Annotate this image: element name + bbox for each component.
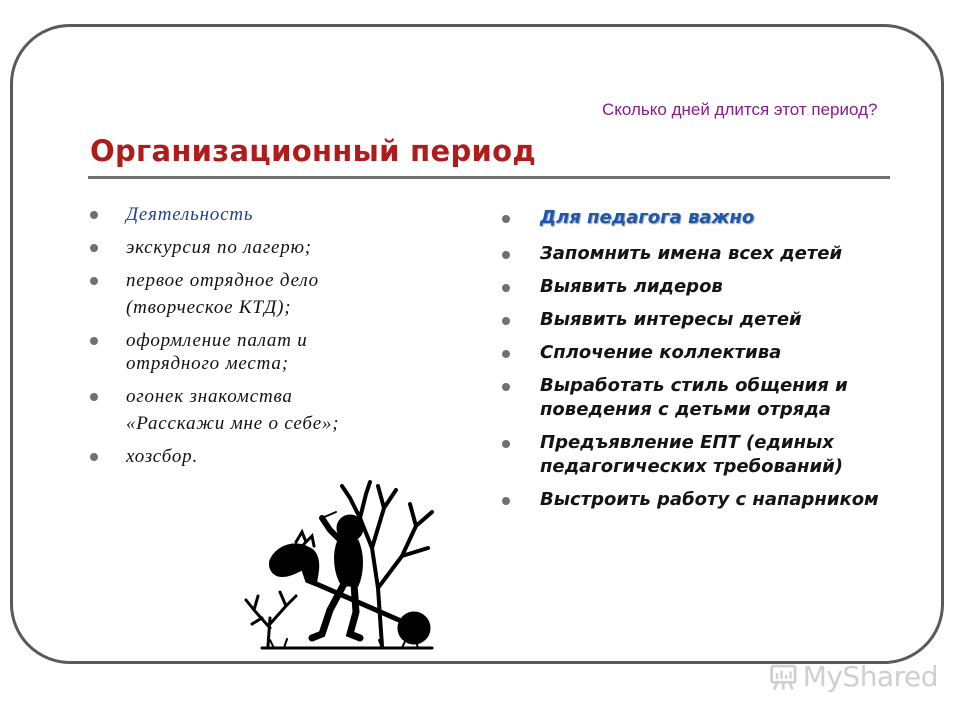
bullet-icon	[502, 284, 510, 292]
left-activity-list	[90, 203, 390, 478]
list-item	[500, 488, 890, 512]
list-item-text: Выработать стиль общения и поведения с детьми отряда	[540, 375, 848, 420]
list-item	[500, 275, 890, 299]
list-item-text: Выявить лидеров	[540, 276, 723, 297]
list-item	[500, 242, 890, 266]
list-item-text: Выявить интересы детей	[540, 309, 802, 330]
list-item-text: первое отрядное дело	[126, 270, 319, 291]
title-divider	[88, 176, 890, 179]
bullet-icon	[90, 277, 98, 285]
list-item	[90, 236, 390, 259]
list-item-text: огонек знакомства	[126, 386, 293, 407]
list-item	[90, 329, 390, 375]
bullet-icon	[502, 440, 510, 448]
bullet-icon	[502, 383, 510, 391]
list-item-text: хозсбор.	[126, 446, 199, 467]
bullet-icon	[90, 244, 98, 252]
list-item-text: экскурсия по лагерю;	[126, 237, 312, 258]
list-item	[500, 308, 890, 332]
bullet-icon	[502, 497, 510, 505]
slide-title: Организационный период	[90, 134, 537, 168]
bullet-icon	[90, 337, 98, 345]
list-item-text: Деятельность	[126, 204, 254, 225]
bullet-icon	[90, 453, 98, 461]
list-item	[90, 203, 390, 226]
bullet-icon	[90, 393, 98, 401]
bullet-icon	[502, 251, 510, 259]
bullet-icon	[90, 211, 98, 219]
list-item	[500, 206, 890, 230]
watermark	[768, 656, 938, 696]
list-item-text: Для педагога важно	[540, 207, 755, 228]
list-item-text: Сплочение коллектива	[540, 342, 782, 363]
bullet-icon	[502, 350, 510, 358]
watermark-text: MyShared	[802, 659, 938, 693]
list-item-text: Предъявление ЕПТ (единых педагогических требований)	[540, 432, 843, 477]
slide-question: Сколько дней длится этот период?	[602, 100, 878, 119]
list-item	[500, 431, 890, 479]
bullet-icon	[502, 317, 510, 325]
list-item	[90, 445, 390, 468]
list-item	[90, 269, 390, 292]
list-item-continuation	[90, 412, 390, 435]
list-item	[500, 341, 890, 365]
list-item-text: Выстроить работу с напарником	[540, 489, 879, 510]
list-item	[500, 374, 890, 422]
list-item-continuation	[90, 296, 390, 319]
list-item	[90, 385, 390, 408]
projector-icon	[768, 659, 799, 693]
child-on-hobby-horse-silhouette	[232, 478, 442, 654]
list-item-text: оформление палат и отрядного места;	[126, 330, 308, 374]
right-priorities-list	[500, 206, 890, 521]
list-item-text: Запомнить имена всех детей	[540, 243, 843, 264]
bullet-icon	[502, 215, 510, 223]
list-item-text: «Расскажи мне о себе»;	[126, 413, 340, 434]
list-item-text: (творческое КТД);	[126, 297, 292, 318]
